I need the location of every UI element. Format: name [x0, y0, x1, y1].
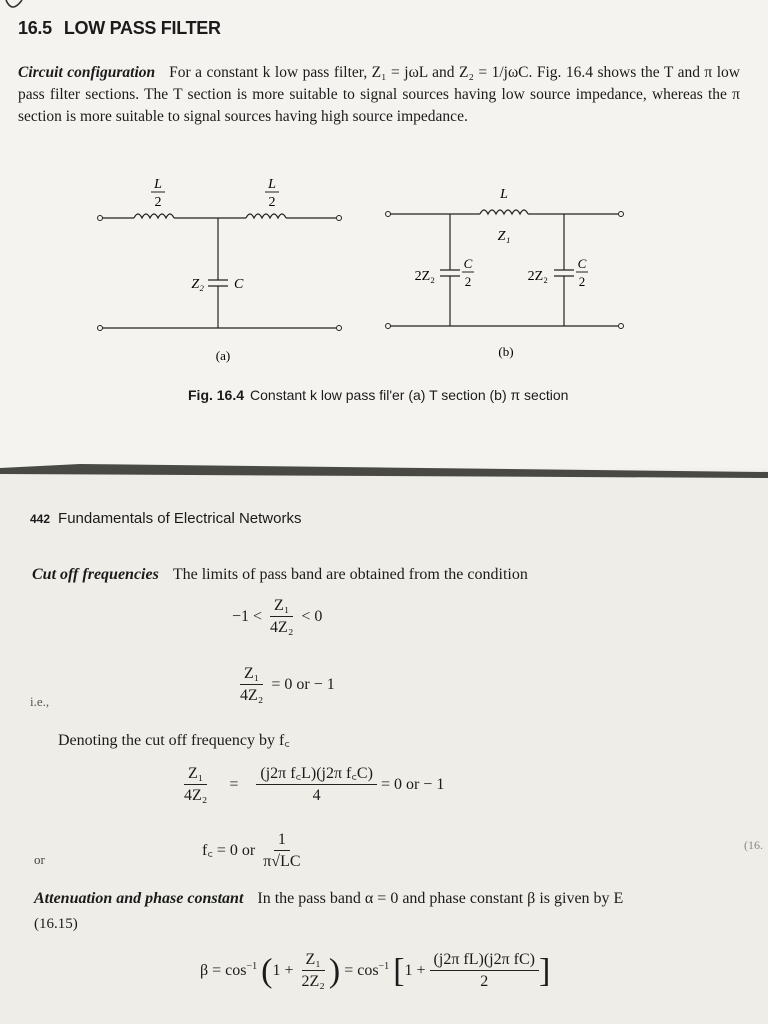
right-c-den: 2 [578, 274, 586, 289]
left-2z2-label: 2Z₂ [414, 269, 435, 284]
beta-lhs: β = cos [200, 962, 247, 980]
cap-c-label: C [234, 277, 244, 292]
equation-cutoff-result [202, 830, 305, 873]
equation-ref-right: (16. [744, 838, 763, 852]
page-overlap-shadow [0, 462, 768, 482]
ineq-left: −1 < [232, 608, 263, 626]
figure-caption [188, 387, 568, 403]
caption-text: Constant k low pass fil'er (a) T section (b) π section [250, 387, 569, 403]
eq2-den: 4Z₂ [240, 687, 264, 704]
section-heading [18, 18, 221, 39]
runin-circuit-configuration: Circuit configuration [18, 64, 156, 81]
section-number: 16.5 [18, 18, 52, 38]
attenuation-text: In the pass band α = 0 and phase constant β is given by E [257, 890, 624, 907]
eq3-den: 4 [312, 787, 321, 804]
left-c-num: C [463, 256, 473, 271]
equation-phase-constant: $\beta = \cos^{-1} (1$ + $\frac{\text{Z₁}}{\text{2Z₂}}$ ) = $\cos^{-1} [1$ + $\frac{\text{(j2π fL)(j2π fC)}}{2}$ ] [200, 950, 550, 993]
equation-reference: (16.15) [34, 916, 78, 932]
eq3-lhs-num: Z₁ [184, 764, 207, 785]
l-right-num: L [268, 177, 276, 192]
ineq-den: 4Z₂ [270, 619, 294, 636]
inner2-den: 2 [480, 973, 489, 990]
eq4-num: 1 [274, 830, 290, 851]
t-section-figure [90, 170, 360, 370]
lower-page [0, 478, 768, 1024]
attenuation-paragraph [34, 890, 764, 908]
right-2z2-label: 2Z₂ [527, 269, 548, 284]
figure-a-sublabel: (a) [215, 348, 231, 363]
page-number: 442 [30, 512, 51, 526]
caption-label: Fig. 16.4 [188, 387, 245, 403]
runin-cutoff: Cut off frequencies [32, 566, 159, 583]
figure-b-sublabel: (b) [498, 344, 514, 359]
eq3-lhs-den: 4Z₂ [184, 787, 208, 804]
cap-z2-label: Z₂ [191, 277, 204, 292]
eq3-num: (j2π f꜀L)(j2π f꜀C) [256, 764, 377, 785]
runin-attenuation: Attenuation and phase constant [34, 890, 244, 907]
inner-num: Z₁ [302, 950, 325, 971]
cutoff-text: The limits of pass band are obtained from the condition [172, 566, 528, 583]
inductor-left [134, 214, 174, 218]
cutoff-paragraph [32, 566, 528, 584]
beta-eq: = cos [344, 962, 379, 980]
eq3-eq: = [229, 776, 239, 794]
book-title: Fundamentals of Electrical Networks [58, 510, 302, 527]
paragraph1-text: For a constant k low pass filter, Z₁ = jωL and Z₂ = 1/jωC. Fig. 16.4 shows the T and π low pass filter sections. The T section is more suitable to signal sources having low source impedance, whereas the π section is more suitable to signal sources having high source impedance. [18, 64, 740, 125]
inner-den: 2Z₂ [301, 973, 325, 990]
inductor-right [246, 214, 286, 218]
eq4-lhs: f꜀ = 0 or [202, 842, 256, 860]
ie-label: i.e., [30, 694, 50, 709]
inner2-one: 1 + [404, 962, 426, 980]
eq3-rhs: = 0 or − 1 [380, 776, 445, 794]
running-head [30, 510, 301, 527]
l-series-label: L [500, 187, 508, 202]
inner-one: 1 + [272, 962, 294, 980]
inductor-series [480, 210, 528, 214]
eq2-rhs: = 0 or − 1 [271, 676, 335, 694]
l-left-den: 2 [154, 195, 162, 210]
pi-section-figure [380, 180, 640, 370]
right-c-num: C [577, 256, 587, 271]
ineq-num: Z₁ [270, 596, 293, 617]
z1-label: Z₁ [497, 229, 511, 244]
l-left-num: L [154, 177, 162, 192]
eq4-den: π√LC [263, 853, 301, 870]
eq2-num: Z₁ [240, 664, 263, 685]
pen-mark [4, 0, 24, 14]
equation-inequality [232, 596, 322, 639]
or-label: or [34, 852, 45, 867]
section-title: LOW PASS FILTER [63, 18, 221, 38]
denoting-line: Denoting the cut off frequency by f꜀ [58, 732, 290, 749]
circuit-configuration-paragraph [18, 62, 740, 128]
equation-condition [236, 664, 335, 707]
ineq-right: < 0 [301, 608, 323, 626]
inner2-num: (j2π fL)(j2π fC) [430, 950, 539, 971]
left-c-den: 2 [464, 274, 472, 289]
equation-cutoff-expansion [180, 764, 444, 807]
l-right-den: 2 [268, 195, 276, 210]
